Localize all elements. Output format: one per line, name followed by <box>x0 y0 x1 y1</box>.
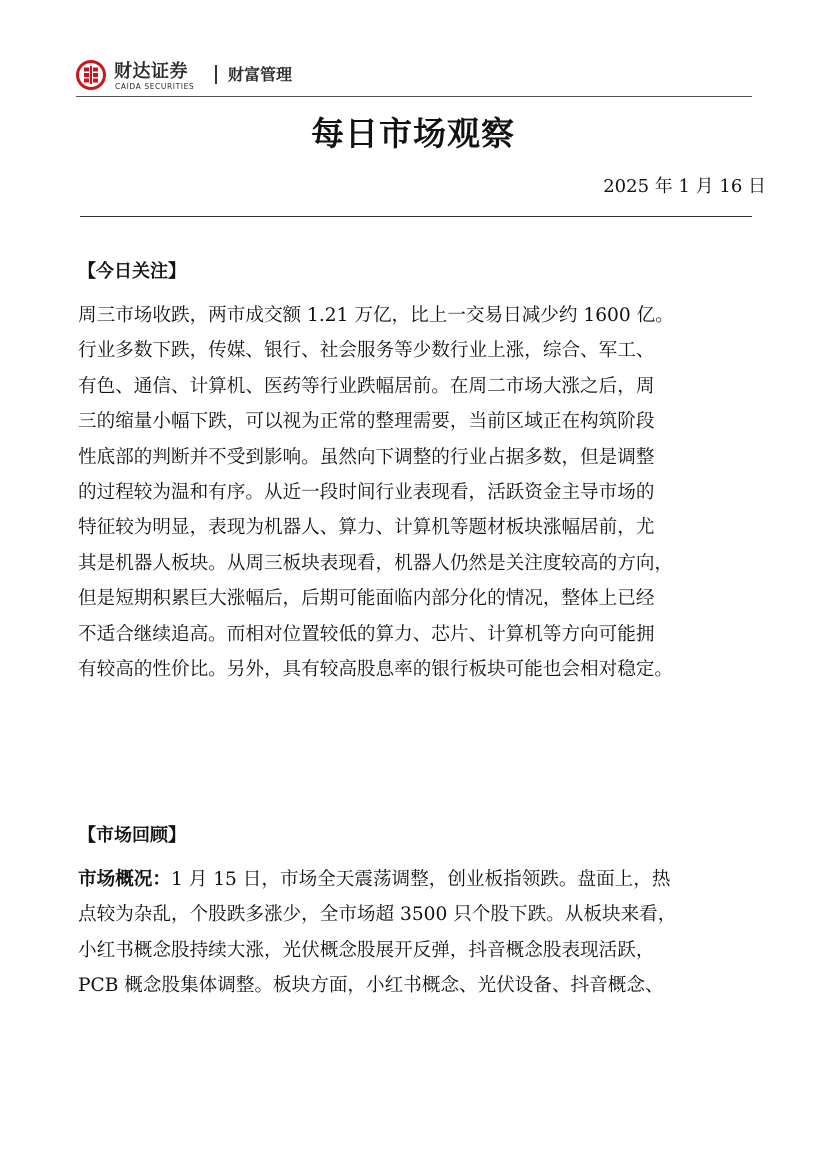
paragraph-line: 周三市场收跌，两市成交额 1.21 万亿，比上一交易日减少约 1600 亿。 <box>78 305 674 326</box>
brand-name-cn: 财达证券 <box>114 61 188 82</box>
paragraph-line: 性底部的判断并不受到影响。虽然向下调整的行业占据多数，但是调整 <box>78 446 655 468</box>
document-title: 每日市场观察 <box>311 114 515 153</box>
paragraph-line: PCB 概念股集体调整。板块方面，小红书概念、光伏设备、抖音概念、 <box>78 975 664 997</box>
brand-header <box>76 60 756 96</box>
paragraph-line: 小红书概念股持续大涨，光伏概念股展开反弹，抖音概念股表现活跃， <box>78 939 655 961</box>
paragraph-line: 有较高的性价比。另外，具有较高股息率的银行板块可能也会相对稳定。 <box>78 659 674 681</box>
paragraph-line: 有色、通信、计算机、医药等行业跌幅居前。在周二市场大涨之后，周 <box>78 375 655 397</box>
focus-paragraph <box>78 298 770 687</box>
date-divider <box>80 216 752 217</box>
review-lead-label: 市场概况： <box>78 869 171 890</box>
header-divider <box>76 96 752 97</box>
caida-logo-icon <box>76 60 106 90</box>
paragraph-line: 三的缩量小幅下跌，可以视为正常的整理需要，当前区域正在构筑阶段 <box>78 411 655 433</box>
paragraph-line: 点较为杂乱，个股跌多涨少，全市场超 3500 只个股下跌。从板块来看， <box>78 904 677 926</box>
brand-name-en: CAIDA SECURITIES <box>115 82 195 91</box>
paragraph-line: 其是机器人板块。从周三板块表现看，机器人仍然是关注度较高的方向， <box>78 552 674 574</box>
brand-subtitle: 财富管理 <box>228 65 293 84</box>
paragraph-line: 但是短期积累巨大涨幅后，后期可能面临内部分化的情况，整体上已经 <box>78 588 655 610</box>
review-paragraph <box>78 862 770 1004</box>
paragraph-line: 特征较为明显，表现为机器人、算力、计算机等题材板块涨幅居前，尤 <box>78 517 655 539</box>
review-first-line: 1 月 15 日，市场全天震荡调整，创业板指领跌。盘面上，热 <box>170 869 671 890</box>
paragraph-line: 的过程较为温和有序。从近一段时间行业表现看，活跃资金主导市场的 <box>78 482 655 504</box>
review-heading: 【市场回顾】 <box>78 825 186 846</box>
focus-heading: 【今日关注】 <box>78 261 186 282</box>
brand-divider <box>215 65 217 84</box>
paragraph-line: 行业多数下跌，传媒、银行、社会服务等少数行业上涨，综合、军工、 <box>78 340 655 362</box>
paragraph-line <box>78 862 770 897</box>
document-date: 2025 年 1 月 16 日 <box>603 176 766 197</box>
paragraph-line: 不适合继续追高。而相对位置较低的算力、芯片、计算机等方向可能拥 <box>78 623 655 645</box>
